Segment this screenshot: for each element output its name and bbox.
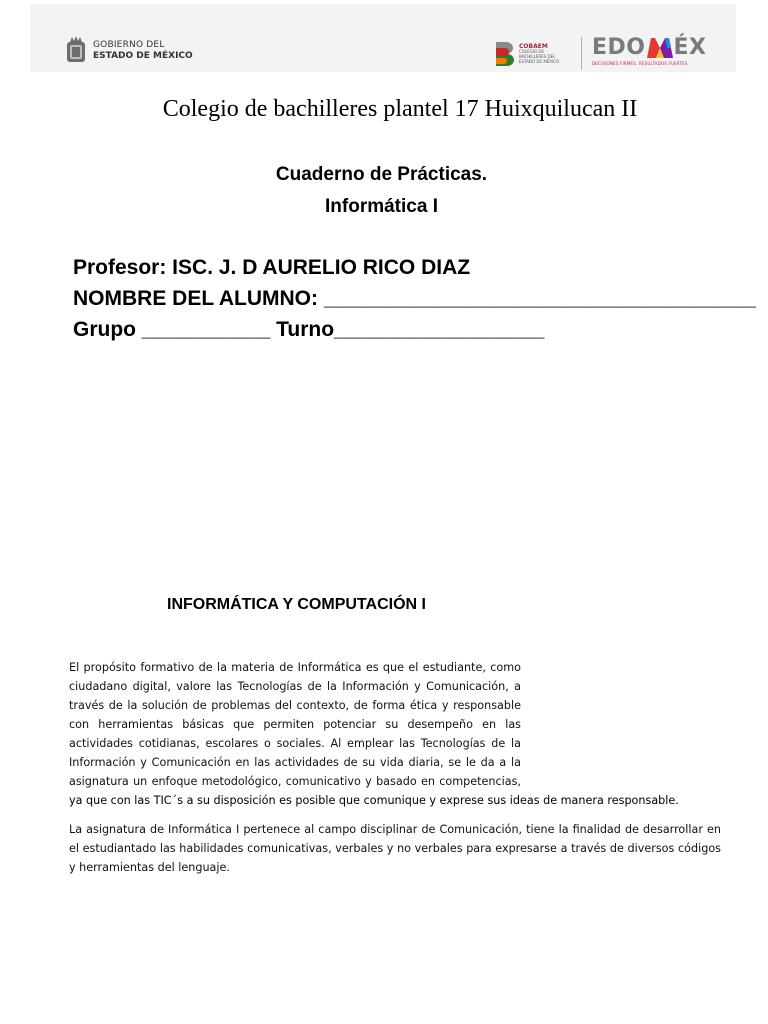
paragraph-line: ciudadano digital, valore las Tecnologías de la Información y Comunicación, a — [69, 680, 521, 693]
cobaem-logo — [492, 40, 569, 68]
paragraph-line: través de la solución de problemas del contexto, de forma ética y responsable — [69, 699, 521, 712]
section-title: INFORMÁTICA Y COMPUTACIÓN I — [167, 596, 426, 613]
state-seal-icon — [64, 36, 88, 66]
paragraph-line: El propósito formativo de la materia de Informática es que el estudiante, como — [69, 661, 521, 674]
gobierno-line1: GOBIERNO DEL — [93, 40, 165, 50]
edomex-m-icon — [647, 38, 673, 58]
logo-divider — [581, 37, 582, 70]
edomex-right: ÉX — [673, 35, 707, 60]
cobaem-name: COBAEM — [519, 43, 548, 50]
document-subtitle: Informática I — [325, 196, 438, 217]
paragraph-line: asignatura un enfoque metodológico, comunicativo y basado en competencias, — [69, 775, 521, 788]
paragraph-line: Información y Comunicación en las actividades de su vida diaria, se le da a la — [69, 756, 521, 769]
subject-paragraph: La asignatura de Informática I pertenece al campo disciplinar de Comunicación, tiene la finalidad de desarrollar en el estudiantado las habilidades comunicativas, verbales y no verbales para expresarse a través de diversos códigos y herramientas del lenguaje. — [69, 823, 721, 874]
school-title: Colegio de bachilleres plantel 17 Huixquilucan II — [162, 96, 638, 122]
edomex-left: EDO — [592, 35, 646, 60]
edomex-logo — [592, 36, 707, 66]
paragraph-line: con herramientas básicas que permiten potenciar su desempeño en las — [69, 718, 521, 731]
cobaem-emblem-icon — [492, 40, 516, 68]
purpose-paragraph-last-line: ya que con las TIC´s a su disposición es posible que comunique y exprese sus ideas de manera responsable. — [69, 794, 679, 807]
grupo-turno-field: Grupo ___________ Turno__________________ — [73, 318, 545, 341]
profesor-field: Profesor: ISC. J. D AURELIO RICO DIAZ — [73, 256, 471, 279]
paragraph-line: actividades cotidianas, escolares o sociales. Al emplear las Tecnologías de la — [69, 737, 521, 750]
document-title: Cuaderno de Prácticas. — [275, 164, 488, 185]
gobierno-line2: ESTADO DE MÉXICO — [93, 51, 193, 61]
gobierno-edomex-logo — [64, 34, 193, 68]
alumno-name-field: NOMBRE DEL ALUMNO: _____________________________________ — [73, 287, 756, 310]
edomex-slogan: DECISIONES FIRMES, RESULTADOS FUERTES. — [592, 61, 690, 66]
purpose-paragraph — [69, 658, 521, 791]
cobaem-subtitle: COLEGIO DE BACHILLERES DEL ESTADO DE MÉXICO — [519, 49, 560, 64]
